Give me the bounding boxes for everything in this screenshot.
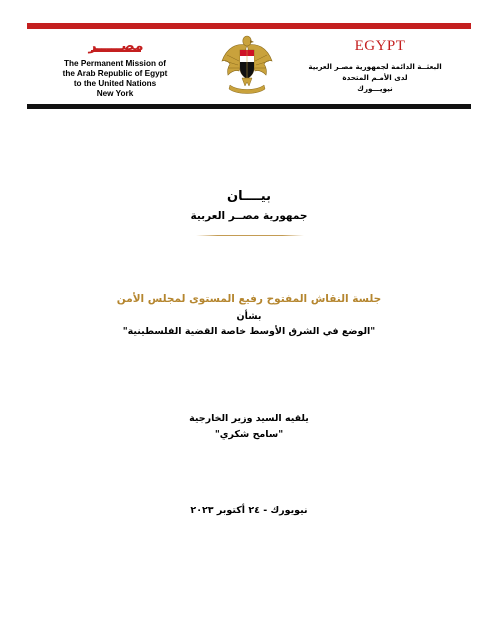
mission-en-line: New York [96, 89, 134, 98]
mission-name-english [40, 59, 190, 99]
topic-title: "الوضع في الشرق الأوسط خاصة القضية الفلسطينية" [122, 326, 376, 337]
place-date-line: نيويورك - ٢٤ أكتوبر ٢٠٢٣ [190, 505, 308, 516]
gold-divider [196, 235, 304, 236]
mission-en-line: The Permanent Mission of [64, 59, 166, 68]
statement-heading: بيــــان [227, 189, 271, 204]
speaker-name: "سامح شكري" [214, 429, 284, 440]
session-title: جلسة النقاش المفتوح رفيع المستوى لمجلس الأمن [116, 293, 382, 305]
eagle-emblem-icon [219, 31, 275, 97]
mission-en-line: to the United Nations [73, 79, 157, 88]
delivered-by-line: يلقيه السيد وزير الخارجية [189, 413, 309, 424]
mission-ar-line: لدى الأمـم المتحدة [342, 73, 408, 82]
top-red-rule [27, 23, 471, 29]
misr-arabic-wordmark: مصـــــر [76, 38, 156, 52]
egypt-english-wordmark: EGYPT [354, 38, 406, 54]
header-bottom-rule [27, 104, 471, 109]
statement-country: جمهورية مصــر العربية [190, 210, 308, 222]
mission-ar-line: البعثــة الدائمة لجمهورية مصـر العربية [308, 62, 442, 71]
mission-name-arabic [300, 61, 450, 94]
regarding-label: بشأن [236, 311, 262, 322]
mission-en-line: the Arab Republic of Egypt [62, 69, 168, 78]
mission-ar-line: نيويـــورك [357, 84, 393, 93]
